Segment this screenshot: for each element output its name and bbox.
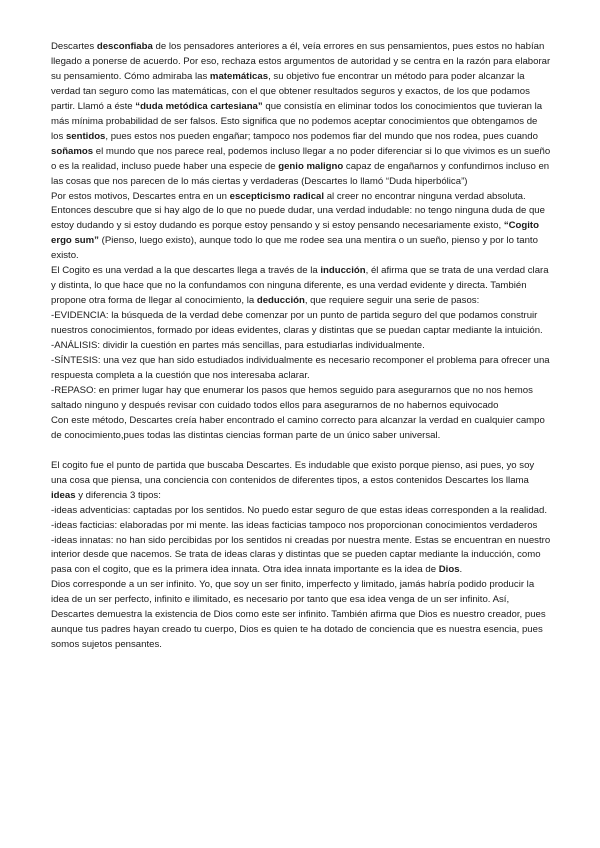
bold-term: genio maligno	[278, 160, 344, 172]
step-evidencia	[51, 309, 551, 339]
idea-adventicias	[51, 504, 551, 519]
paragraph-metodo-conclusion	[51, 414, 551, 444]
text-run: -ideas innatas: no han sido percibidas por los sentidos ni creadas por nuestra mente. Estas se encuentran en nuestro interior desde que nacemos. Se trata de ideas claras y distintas que se pueden captar mediante la inducción, como pasa con el cogito, que es la primera idea innata. Otra idea innata importante es la idea de	[51, 534, 551, 576]
bold-term: soñamos	[51, 145, 94, 157]
bold-term: deducción	[256, 295, 305, 307]
step-repaso	[51, 384, 551, 414]
text-run: al creer no encontrar ninguna verdad absoluta. Entonces descubre que si hay algo de lo que no puede dudar, una verdad indudable: no tengo ninguna duda de que estoy dudando y si estoy dudando es porque estoy pensando y si estoy pensando necesariamente existo,	[51, 190, 545, 232]
bold-term: “duda metódica cartesiana”	[135, 100, 263, 112]
text-run: -REPASO: en primer lugar hay que enumerar los pasos que hemos seguido para asegurarnos que no nos hemos saltado ninguno y después revisar con cuidado todos ellos para asegurarnos de no habernos equivocado	[51, 384, 533, 411]
bold-term: matemáticas	[209, 70, 269, 82]
text-run: .	[459, 564, 463, 576]
text-run: y diferencia 3 tipos:	[75, 489, 161, 501]
bold-term: Dios	[438, 564, 460, 576]
text-run: (Pienso, luego existo), aunque todo lo que me rodee sea una mentira o un sueño, pienso y por lo tanto existo.	[51, 235, 538, 262]
paragraph-cogito	[51, 190, 551, 265]
paragraph-duda-metodica	[51, 40, 551, 190]
document-page	[51, 40, 551, 653]
text-run: que consistía en eliminar todos los conocimientos que tuvieran la más mínima probabilidad de ser falsos. Esto significa que no podemos aceptar conocimientos que obtengamos de los	[51, 100, 543, 142]
text-run: , pues estos nos pueden engañar; tampoco nos podemos fiar del mundo que nos rodea, pues cuando	[105, 130, 538, 142]
bold-term: “Cogito ergo sum”	[51, 220, 539, 247]
paragraph-gap	[51, 444, 551, 459]
text-run: Por estos motivos, Descartes entra en un	[51, 190, 230, 202]
paragraph-induccion-deduccion	[51, 264, 551, 309]
bold-term: sentidos	[65, 130, 106, 142]
step-sintesis	[51, 354, 551, 384]
bold-term: inducción	[320, 265, 366, 277]
text-run: El Cogito es una verdad a la que descartes llega a través de la	[51, 265, 321, 277]
text-run: Con este método, Descartes creía haber encontrado el camino correcto para alcanzar la verdad en cualquier campo de conocimiento,pues todas las distintas ciencias forman parte de un único saber universal.	[51, 414, 545, 441]
paragraph-ideas	[51, 459, 551, 504]
text-run: de los pensadores anteriores a él, veía errores en sus pensamientos, pues estos no habían llegado a ponerse de acuerdo. Por eso, rechaza estos argumentos de autoridad y se centra en la razón para elaborar su pensamiento. Cómo admiraba las	[51, 41, 551, 82]
idea-innatas	[51, 534, 551, 579]
text-run: -SÍNTESIS: una vez que han sido estudiados individualmente es necesario recomponer el problema para ofrecer una respuesta completa a la cuestión que nos interesaba aclarar.	[51, 355, 550, 381]
text-run: Descartes	[51, 41, 97, 52]
step-analisis	[51, 339, 551, 354]
text-run: -EVIDENCIA: la búsqueda de la verdad debe comenzar por un punto de partida seguro del que podamos construir nuestros conocimientos, formado por ideas evidentes, claras y distintas que se puedan captar mediante la intuición.	[51, 310, 543, 337]
bold-term: desconfiaba	[96, 41, 153, 52]
text-run: Dios corresponde a un ser infinito. Yo, que soy un ser finito, imperfecto y limitado, jamás habría podido producir la idea de un ser perfecto, infinito e ilimitado, es necesario por tanto que esa idea venga de un ser infinito. Así, Descartes demuestra la existencia de Dios como este ser infinito. También afirma que Dios es nuestro creador, pues aunque tus padres hayan creado tu cuerpo, Dios es quien te ha dotado de conciencia que es nuestra esencia, pues somos sujetos pensantes.	[51, 579, 546, 651]
bold-term: ideas	[51, 489, 76, 501]
text-run: el mundo que nos parece real, podemos incluso llegar a no poder diferenciar si lo que vivimos es un sueño o es la realidad, incluso puede haber una especie de	[51, 145, 551, 172]
text-run: , su objetivo fue encontrar un método para poder alcanzar la verdad tan seguro como las matemáticas, con el que obtener resultados seguros y exactos, de los que podamos partir. Llamó a éste	[51, 70, 530, 112]
bold-term: escepticismo radical	[229, 190, 325, 202]
idea-facticias	[51, 519, 551, 534]
text-run: El cogito fue el punto de partida que buscaba Descartes. Es indudable que existo porque pienso, asi pues, yo soy una cosa que piensa, una conciencia con contenidos de diferentes tipos, a estos contenidos Descartes los llama	[51, 459, 535, 486]
text-run: capaz de engañarnos y confundirnos incluso en las cosas que nos parecen de lo más ciertas y verdaderas (Descartes lo llamó “Duda hiperbólica”)	[51, 160, 550, 187]
text-run: , que requiere seguir una serie de pasos:	[304, 295, 480, 307]
text-run: , él afirma que se trata de una verdad clara y distinta, lo que hace que no la confundamos con ninguna diferente, es una verdad evidente y directa. También propone otra forma de llegar al conocimiento, la	[51, 265, 549, 307]
paragraph-dios	[51, 578, 551, 653]
text-run: -ideas facticias: elaboradas por mi mente. las ideas facticias tampoco nos proporcionan conocimientos verdaderos	[51, 519, 538, 531]
text-run: -ANÁLISIS: dividir la cuestión en partes más sencillas, para estudiarlas individualmente.	[51, 340, 425, 352]
text-run: -ideas adventicias: captadas por los sentidos. No puedo estar seguro de que estas ideas corresponden a la realidad.	[51, 504, 547, 516]
